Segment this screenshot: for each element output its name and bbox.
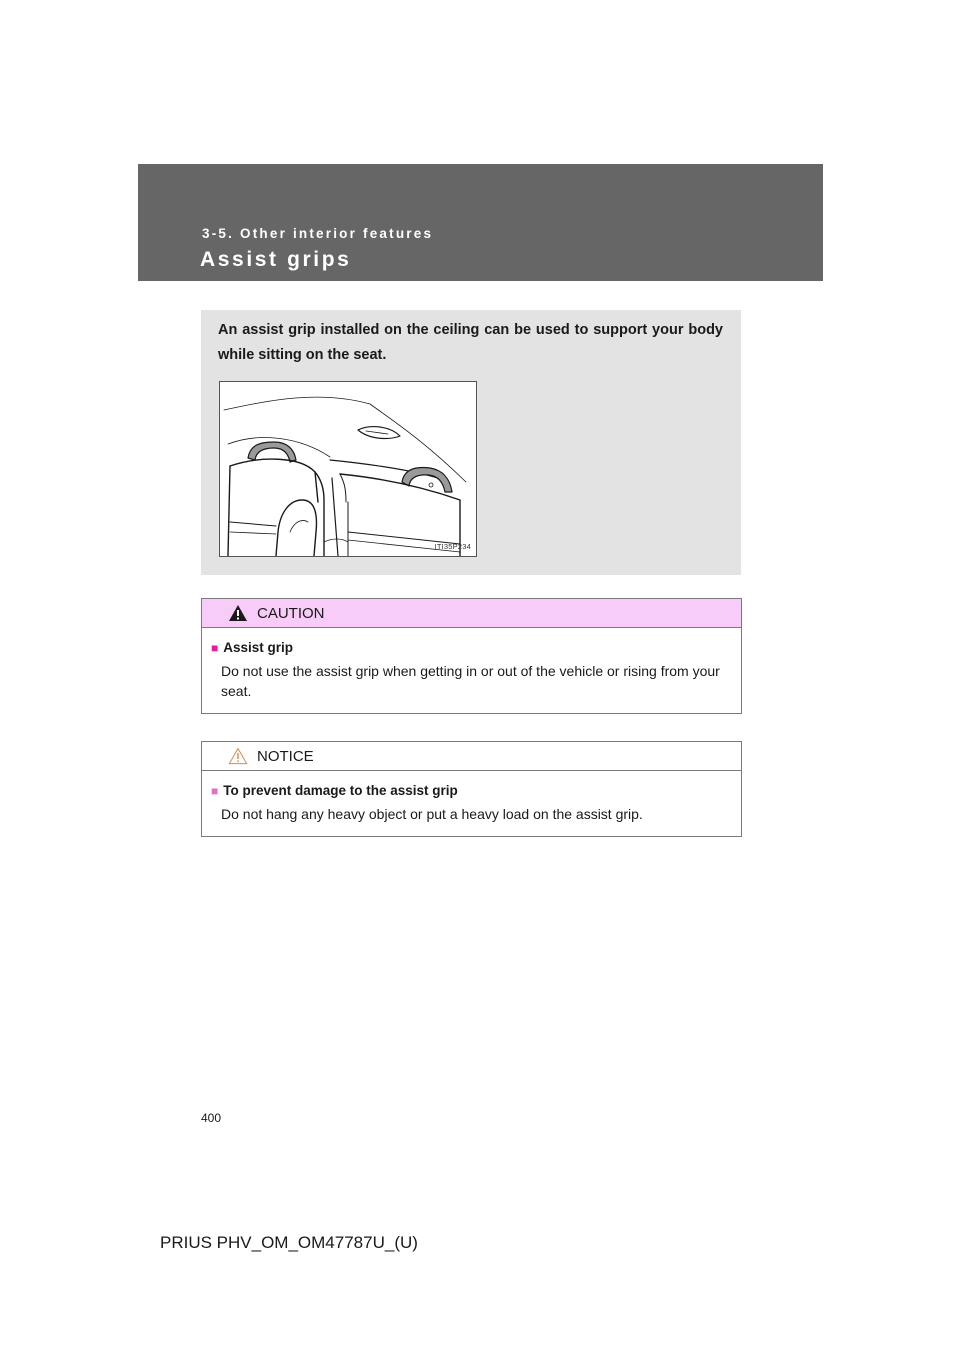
- caution-item-text: Do not use the assist grip when getting in or out of the vehicle or rising from your seat.: [221, 663, 720, 699]
- assist-grip-illustration: [219, 381, 477, 557]
- header-band: [138, 164, 823, 281]
- manual-id: PRIUS PHV_OM_OM47787U_(U): [160, 1233, 418, 1252]
- notice-box: [201, 741, 742, 837]
- intro-box: [201, 310, 741, 575]
- notice-item-text: Do not hang any heavy object or put a heavy load on the assist grip.: [221, 806, 643, 822]
- notice-header: [202, 742, 741, 771]
- notice-label: NOTICE: [257, 748, 314, 765]
- warning-triangle-outline-icon: [228, 747, 248, 770]
- caution-header: [202, 599, 741, 628]
- caution-body: [202, 628, 741, 713]
- intro-text: An assist grip installed on the ceiling can be used to support your body while sitting on the seat.: [218, 322, 723, 363]
- caution-label: CAUTION: [257, 605, 325, 622]
- page-title: Assist grips: [200, 248, 352, 271]
- page-number: 400: [201, 1111, 222, 1125]
- section-label: 3-5. Other interior features: [202, 226, 434, 241]
- caution-item-title: [211, 640, 735, 655]
- square-bullet-icon: ■: [211, 784, 219, 798]
- caution-item-title-text: Assist grip: [223, 640, 294, 655]
- notice-item-title: [211, 783, 735, 798]
- notice-body: [202, 771, 741, 836]
- figure-id: ITI35P234: [434, 542, 471, 551]
- square-bullet-icon: ■: [211, 641, 219, 655]
- notice-item-title-text: To prevent damage to the assist grip: [223, 783, 458, 798]
- caution-box: [201, 598, 742, 714]
- warning-triangle-icon: [228, 604, 248, 627]
